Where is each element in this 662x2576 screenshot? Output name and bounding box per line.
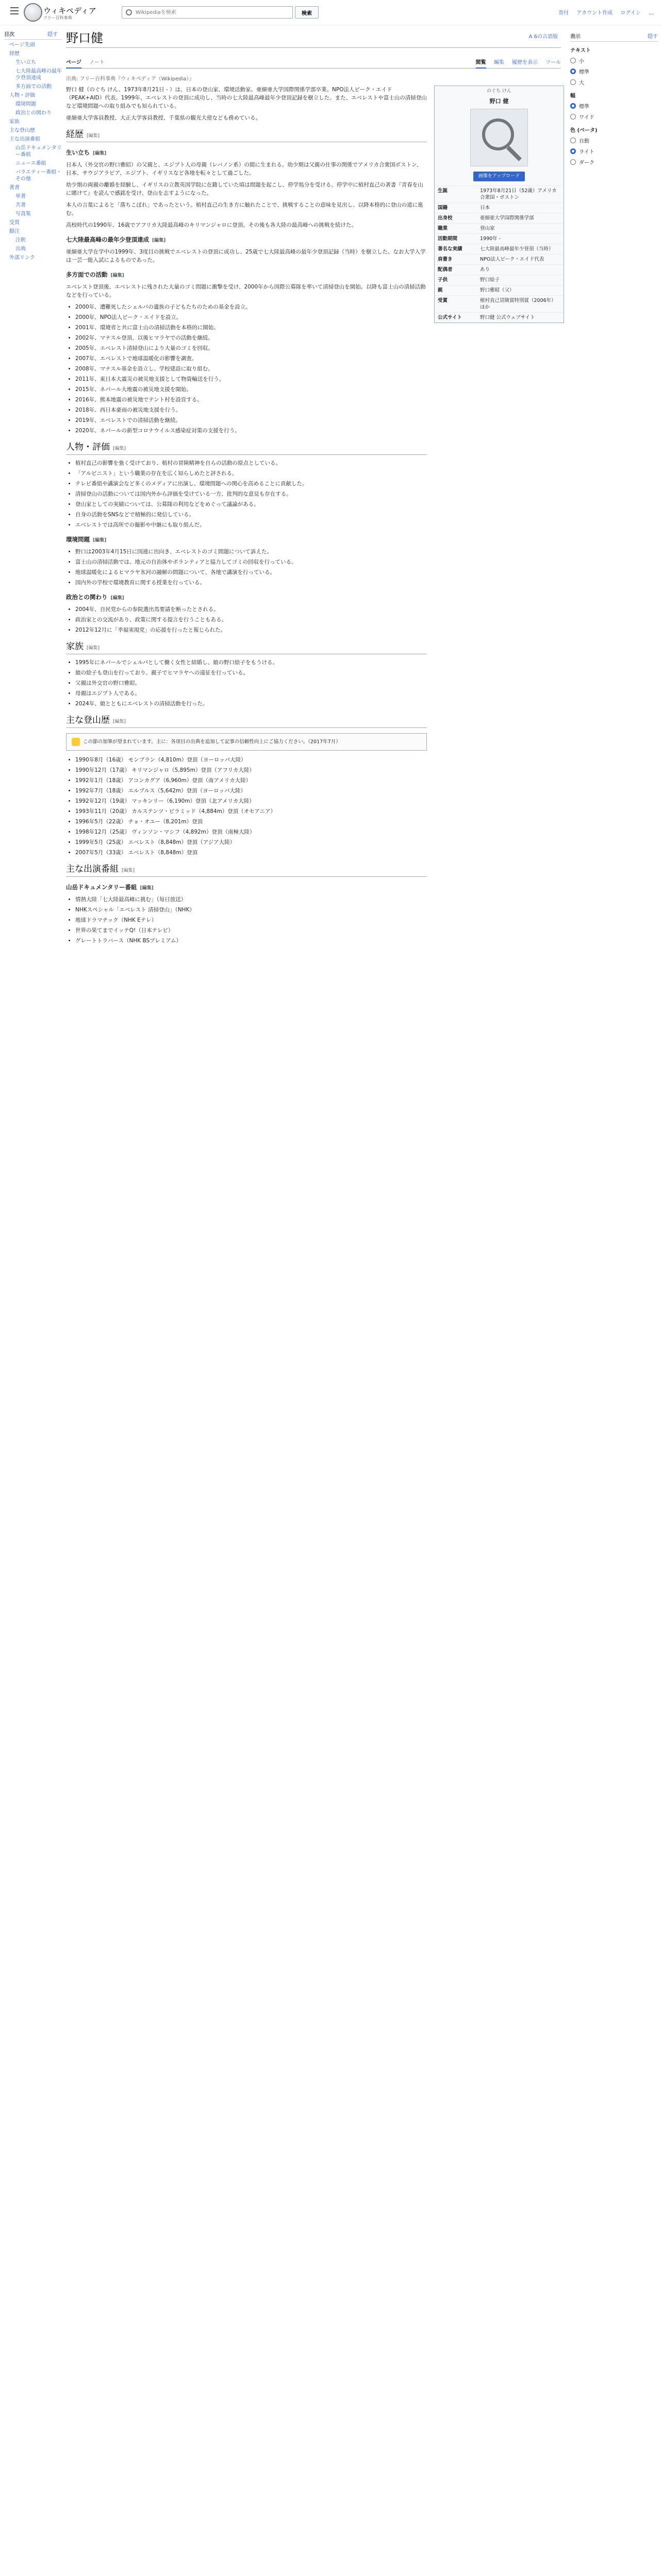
paragraph: 亜細亜大学在学中の1999年、3度目の挑戦でエベレストの登頂に成功し、25歳で七大陸最高峰の最年少登頂記録（当時）を樹立した。なお大学入学は一芸一能入試によるものであった。 [66, 249, 426, 263]
section-heading [66, 865, 427, 877]
toc-item[interactable]: 主な登山歴 [9, 128, 35, 133]
list-item: • 2004年、自民党からの参院選出馬要請を断ったとされる。 [75, 605, 427, 614]
toc-list [4, 42, 62, 261]
bullet-list [66, 605, 427, 634]
main-menu-icon[interactable] [10, 7, 19, 14]
list-item: • 1995年にネパールでシェルパとして働く女性と結婚し、娘の野口絵子をもうける。 [75, 658, 427, 667]
list-item: • 富士山の清掃活動では、地元の自治体やボランティアと協力してゴミの回収を行っている。 [75, 558, 427, 566]
infobox-key: 子供 [438, 277, 448, 283]
toc-item[interactable]: 家族 [9, 119, 20, 125]
section-edit-link[interactable]: [編集] [140, 886, 154, 891]
infobox-value: 植村直己冒険賞特別賞（2006年）ほか [480, 298, 556, 310]
section-heading [66, 235, 427, 245]
list-item: • 父親は外交官の野口雅昭。 [75, 679, 427, 687]
list-item: • 2019年、エベレストでの清掃活動を継続。 [75, 416, 427, 425]
infobox-row [435, 185, 564, 202]
list-item: • 植村直己の影響を強く受けており、植村の冒険精神を自らの活動の原点としている。 [75, 459, 427, 467]
color-options [570, 137, 658, 166]
section-heading [66, 593, 427, 602]
list-item: • 清掃登山の活動については国内外から評価を受けている一方、批判的な意見も存在する。 [75, 490, 427, 498]
section-edit-link[interactable]: [編集] [122, 868, 135, 873]
infobox-rows [435, 185, 564, 323]
infobox-row [435, 254, 564, 264]
appearance-option[interactable] [570, 57, 658, 64]
section-heading-text: 山岳ドキュメンタリー番組 [66, 884, 137, 891]
toc-item[interactable]: 写真集 [15, 211, 31, 217]
infobox-key: 公式サイト [438, 315, 462, 320]
section-edit-link[interactable]: [編集] [113, 446, 126, 451]
list-item: • 登山家としての実績については、公募隊の利用などをめぐって議論がある。 [75, 500, 427, 509]
search-icon [126, 9, 132, 15]
list-item: • 2024年、娘とともにエベレストの清掃活動を行った。 [75, 700, 427, 708]
login-link[interactable]: ログイン [620, 10, 641, 16]
list-item: • 2002年、マナスル登頂、以後ヒマラヤでの活動を継続。 [75, 334, 427, 342]
section-edit-link[interactable]: [編集] [87, 133, 100, 139]
paragraph: エベレスト登頂後、エベレストに残された大量のゴミ問題に衝撃を受け、2000年から国際公募隊を率いて清掃登山を開始。以降も富士山の清掃活動などを行っている。 [66, 284, 426, 298]
list-item: • 1998年12月（25歳） ヴィンソン・マシフ（4,892m）登頂（南極大陸） [75, 828, 427, 836]
section-heading-text: 七大陸最高峰の最年少登頂達成 [66, 236, 149, 243]
infobox-row [435, 244, 564, 254]
section-heading-text: 経歴 [66, 129, 84, 140]
list-item: • 2005年、エベレスト清掃登山により大量のゴミを回収。 [75, 344, 427, 352]
list-item: • 2007年5月（33歳） エベレスト（8,848m）登頂 [75, 849, 427, 857]
toc-item[interactable]: 人物・評価 [9, 93, 35, 98]
bullet-list [66, 303, 427, 435]
infobox-key: 国籍 [438, 205, 448, 211]
list-item: • 地球温暖化によるヒマラヤ氷河の融解の問題について、各地で講演を行っている。 [75, 568, 427, 577]
list-item: • 1990年12月（17歳） キリマンジャロ（5,895m）登頂（アフリカ大陸） [75, 766, 427, 774]
appearance-heading: 表示 隠す [570, 32, 658, 42]
table-of-contents [0, 25, 62, 746]
appearance-option[interactable] [570, 102, 658, 110]
toc-item[interactable]: 多方面での活動 [15, 84, 52, 90]
appearance-hide-button[interactable]: 隠す [648, 34, 658, 40]
toc-item[interactable]: 政治との関わり [15, 110, 52, 116]
infobox-key: 職業 [438, 226, 448, 231]
infobox-row [435, 285, 564, 295]
appearance-option[interactable] [570, 137, 658, 144]
option-label: 標準 [579, 104, 589, 110]
toc-item[interactable]: 出典 [15, 246, 26, 252]
infobox-key: 著名な実績 [438, 246, 462, 252]
appearance-panel [570, 25, 658, 169]
section-heading-text: 生い立ち [66, 149, 90, 156]
toc-item[interactable]: 共著 [15, 202, 26, 208]
toc-item[interactable]: 脚注 [9, 229, 20, 234]
section-heading [66, 535, 427, 545]
bullet-list [66, 658, 427, 708]
donate-link[interactable]: 寄付 [558, 10, 569, 16]
notice-text: この節の加筆が望まれています。主に：各項目の出典を追加して記事の信頼性向上にご協力ください。（2017年7月） [83, 739, 341, 745]
list-item: • 「アルピニスト」という職業の存在を広く知らしめたと評される。 [75, 469, 427, 478]
section-heading-text: 主な登山歴 [66, 715, 110, 725]
infobox-row [435, 213, 564, 223]
article-body [66, 86, 427, 949]
placeholder-image-icon [470, 109, 528, 166]
list-item: • 1990年8月（16歳） モンブラン（4,810m）登頂（ヨーロッパ大陸） [75, 756, 427, 764]
infobox-value: 七大陸最高峰最年少登頂（当時） [480, 246, 554, 252]
radio-icon[interactable] [570, 79, 576, 85]
appearance-option[interactable] [570, 113, 658, 121]
appearance-option[interactable] [570, 67, 658, 75]
toc-item[interactable]: 受賞 [9, 220, 20, 226]
paragraph: 日本人（外交官の野口雅昭）の父親と、エジプト人の母親（レバノン系）の間に生まれる。幼少期は父親の仕事の関係でアメリカ合衆国ボストン、日本、サウジアラビア、エジプト、イギリスなど各地を転々として過ごした。 [66, 162, 422, 176]
section-edit-link[interactable]: [編集] [110, 596, 124, 601]
appearance-option[interactable] [570, 147, 658, 155]
list-item: • 1992年7月（18歳） エルブルス（5,642m）登頂（ヨーロッパ大陸） [75, 787, 427, 795]
infobox-value: NPO法人ピーク・エイド代表 [480, 257, 544, 262]
infobox-value: 登山家 [480, 226, 495, 231]
tab-page[interactable]: ページ [66, 60, 81, 69]
section-edit-link[interactable]: [編集] [93, 538, 107, 543]
toc-item[interactable]: 外部リンク [9, 255, 35, 261]
section-edit-link[interactable]: [編集] [93, 151, 107, 156]
radio-icon[interactable] [570, 148, 576, 154]
page-tabs [66, 56, 561, 69]
infobox-name: 野口 健 [489, 98, 509, 105]
search-input[interactable] [135, 8, 291, 17]
list-item: • 1993年11月（20歳） カルステンツ・ピラミッド（4,884m）登頂（オセアニア） [75, 807, 427, 816]
list-item: • 2011年、東日本大震災の被災地支援として物資輸送を行う。 [75, 375, 427, 383]
list-item: • 自身の活動をSNSなどで積極的に発信している。 [75, 511, 427, 519]
section-heading [66, 642, 427, 654]
section-heading-text: 主な出演番組 [66, 864, 119, 874]
site-tagline: フリー百科事典 [43, 15, 72, 20]
list-item: • 2001年、環境省と共に富士山の清掃活動を本格的に開始。 [75, 324, 427, 332]
paragraph: 本人の言葉によると「落ちこぼれ」であったという。植村直己の生き方に触れたことで、挑戦することの意味を見出し、以降本格的に登山の道に進む。 [66, 202, 423, 216]
infobox-value: 野口絵子 [480, 277, 500, 283]
section-heading [66, 716, 427, 728]
radio-icon[interactable] [570, 114, 576, 120]
more-tools-icon[interactable]: … [649, 10, 654, 16]
infobox-value: 1973年8月21日（52歳）アメリカ合衆国・ボストン [480, 188, 557, 200]
list-item: • 娘の絵子も登山を行っており、親子でヒマラヤへの遠征を行っている。 [75, 669, 427, 677]
infobox [434, 86, 564, 323]
infobox-key: 配偶者 [438, 267, 453, 273]
infobox-key: 活動期間 [438, 236, 458, 242]
list-item: • エベレストでは高所での撮影や中継にも取り組んだ。 [75, 521, 427, 529]
bullet-list [66, 548, 427, 587]
toc-item[interactable]: 生い立ち [15, 60, 36, 65]
toc-item[interactable]: 山岳ドキュメンタリー番組 [15, 145, 62, 158]
option-label: ライト [579, 149, 594, 155]
list-item: • 国内外の学校で環境教育に関する授業を行っている。 [75, 579, 427, 587]
section-heading [66, 443, 427, 455]
paragraph: 亜細亜大学客員教授、大正大学客員教授、千葉県の観光大使なども務めている。 [66, 115, 261, 121]
infobox-value: 野口健 公式ウェブサイト [480, 315, 535, 320]
toc-item[interactable]: 経歴 [9, 51, 20, 57]
section-heading-text: 環境問題 [66, 536, 90, 543]
infobox-value: あり [480, 267, 490, 273]
section-heading [66, 883, 427, 892]
upload-image-button[interactable]: 画像をアップロード [473, 172, 525, 181]
paragraph: 高校時代の1990年、16歳でアフリカ大陸最高峰のキリマンジャロに登頂。その後も各大陸の最高峰への挑戦を続けた。 [66, 222, 357, 228]
toc-hide-button[interactable]: 隠す [47, 32, 58, 38]
list-item: • 世界の果てまでイッテQ!（日本テレビ） [75, 926, 427, 935]
option-label: 小 [579, 59, 584, 64]
infobox-row [435, 202, 564, 213]
list-item: • グレートトラバース（NHK BSプレミアム） [75, 937, 427, 945]
infobox-ruby: のぐち けん [487, 89, 511, 94]
infobox-value: 亜細亜大学国際関係学部 [480, 215, 534, 221]
toc-item[interactable]: ニュース番組 [15, 161, 46, 166]
option-label: 自動 [579, 139, 589, 144]
appearance-option[interactable] [570, 158, 658, 166]
section-heading [66, 130, 427, 142]
toc-item[interactable]: 単著 [15, 194, 26, 199]
radio-icon[interactable] [570, 58, 576, 63]
bullet-list [66, 459, 427, 529]
tab-tools[interactable]: ツール [545, 60, 561, 65]
list-item: • 2016年、熊本地震の被災地でテント村を設営する。 [75, 396, 427, 404]
tab-read[interactable]: 閲覧 [476, 60, 486, 69]
language-button[interactable]: A 6の言語版 [528, 34, 558, 40]
section-edit-link[interactable]: [編集] [110, 273, 124, 278]
page-title: 野口健 [66, 31, 103, 45]
text-size-options [570, 57, 658, 86]
tab-talk[interactable]: ノート [89, 60, 105, 65]
tab-edit[interactable]: 編集 [493, 60, 504, 65]
toc-item[interactable]: 七大陸最高峰の最年少登頂達成 [15, 69, 62, 81]
list-item: • 2000年、NPO法人ピーク・エイドを設立。 [75, 313, 427, 321]
list-item: • 野口は2003年4月15日に国連に出向き、エベレストのゴミ問題について訴えた。 [75, 548, 427, 556]
paragraph: 野口 健（のぐち けん、1973年8月21日 - ）は、日本の登山家、環境活動家。亜細亜大学国際関係学部卒業。NPO法人ピーク・エイド（PEAK+AID）代表。1999年、エベレストの登頂に成功し、当時の七大陸最高峰最年少登頂記録を樹立した。また、エベレストや富士山の清掃登山など環境問題への取り組みでも知られている。 [66, 87, 427, 109]
section-heading-text: 家族 [66, 641, 84, 652]
infobox-row [435, 312, 564, 323]
toc-item[interactable]: 注釈 [15, 238, 26, 243]
text-size-heading: テキスト [570, 48, 591, 54]
infobox-row [435, 295, 564, 312]
radio-icon[interactable] [570, 69, 576, 74]
infobox-row [435, 264, 564, 275]
toc-heading: 目次 隠す [4, 30, 62, 40]
color-heading: 色 (ベータ) [570, 128, 598, 133]
option-label: ワイド [579, 115, 594, 121]
radio-icon[interactable] [570, 159, 576, 165]
toc-item[interactable]: 著書 [9, 185, 20, 191]
infobox-key: 肩書き [438, 257, 453, 262]
infobox-key: 受賞 [438, 298, 448, 303]
search-button[interactable]: 検索 [295, 6, 319, 19]
list-item: • 2018年、西日本豪雨の被災地支援を行う。 [75, 406, 427, 414]
maintenance-notice [66, 733, 427, 751]
appearance-option[interactable] [570, 78, 658, 86]
option-label: ダーク [579, 160, 594, 166]
warning-icon [72, 738, 80, 746]
width-options [570, 102, 658, 121]
personal-tools [552, 8, 654, 16]
infobox-row [435, 275, 564, 285]
list-item: • 2020年、ネパールの新型コロナウイルス感染症対策の支援を行う。 [75, 427, 427, 435]
create-account-link[interactable]: アカウント作成 [576, 10, 613, 16]
toc-item[interactable]: 主な出演番組 [9, 137, 40, 142]
list-item: • 1992年1月（18歳） アコンカグア（6,960m）登頂（南アメリカ大陸） [75, 776, 427, 785]
section-edit-link[interactable]: [編集] [113, 719, 126, 724]
list-item: • 2012年12月に「幸福実現党」の応援を行ったと報じられた。 [75, 626, 427, 634]
list-item: • 母親はエジプト人である。 [75, 689, 427, 698]
section-edit-link[interactable]: [編集] [87, 646, 100, 651]
list-item: • 2000年、遭難死したシェルパの遺族の子どもたちのための基金を設立。 [75, 303, 427, 311]
site-wordmark[interactable]: ウィキペディア [43, 6, 96, 15]
list-item: • 2008年、マナスル基金を設立し、学校建設に取り組む。 [75, 365, 427, 373]
list-item: • 1996年5月（22歳） チョ・オユー（8,201m）登頂 [75, 818, 427, 826]
list-item: • NHKスペシャル「エベレスト 清掃登山」（NHK） [75, 906, 427, 914]
list-item: • 情熱大陸「七大陸最高峰に挑む」（毎日放送） [75, 895, 427, 904]
radio-icon[interactable] [570, 138, 576, 143]
infobox-value: 野口雅昭（父） [480, 287, 515, 293]
main-content [66, 25, 566, 2576]
list-item: • 1999年5月（25歳） エベレスト（8,848m）登頂（アジア大陸） [75, 838, 427, 846]
wikipedia-globe-logo[interactable] [24, 3, 42, 22]
list-item: • 政治家との交流があり、政策に関する提言を行うこともある。 [75, 616, 427, 624]
infobox-row [435, 223, 564, 233]
section-edit-link[interactable]: [編集] [152, 238, 166, 243]
infobox-value: 1990年 - [480, 236, 501, 242]
section-heading-text: 人物・評価 [66, 442, 110, 452]
page-source-note: 出典: フリー百科事典『ウィキペディア（Wikipedia）』 [66, 76, 194, 82]
tab-history[interactable]: 履歴を表示 [512, 60, 538, 65]
toc-item[interactable]: ページ先頭 [9, 42, 35, 48]
toc-item[interactable]: バラエティー番組・その他 [15, 170, 62, 182]
site-header [0, 0, 662, 25]
section-heading [66, 148, 427, 158]
list-item: • 地球ドラマチック（NHK Eテレ） [75, 916, 427, 924]
list-item: • テレビ番組や講演会など多くのメディアに出演し、環境問題への関心を高めることに貢献した。 [75, 480, 427, 488]
infobox-key: 親 [438, 287, 443, 293]
list-item: • 2015年、ネパール大地震の被災地支援を開始。 [75, 385, 427, 394]
paragraph: 幼少期の両親の離婚を経験し、イギリスの立教英国学院に在籍していた頃は問題を起こし、停学処分を受ける。停学中に植村直己の著書『青春を山に賭けて』を読んで感銘を受け、登山を志すようになった。 [66, 182, 423, 196]
infobox-row [435, 233, 564, 244]
option-label: 標準 [579, 70, 589, 75]
infobox-key: 出身校 [438, 215, 453, 221]
infobox-value: 日本 [480, 205, 490, 211]
section-heading-text: 政治との関わり [66, 594, 108, 601]
infobox-key: 生誕 [438, 188, 448, 194]
search-box[interactable] [122, 6, 293, 19]
bullet-list [66, 756, 427, 857]
section-heading-text: 多方面での活動 [66, 271, 108, 278]
option-label: 大 [579, 80, 584, 86]
list-item: • 1992年12月（19歳） マッキンリー（6,190m）登頂（北アメリカ大陸） [75, 797, 427, 805]
section-heading [66, 270, 427, 280]
list-item: • 2007年、エベレストで地球温暖化の影響を調査。 [75, 354, 427, 363]
bullet-list [66, 895, 427, 945]
toc-item[interactable]: 環境問題 [15, 101, 36, 107]
width-heading: 幅 [570, 93, 575, 99]
radio-icon[interactable] [570, 103, 576, 109]
